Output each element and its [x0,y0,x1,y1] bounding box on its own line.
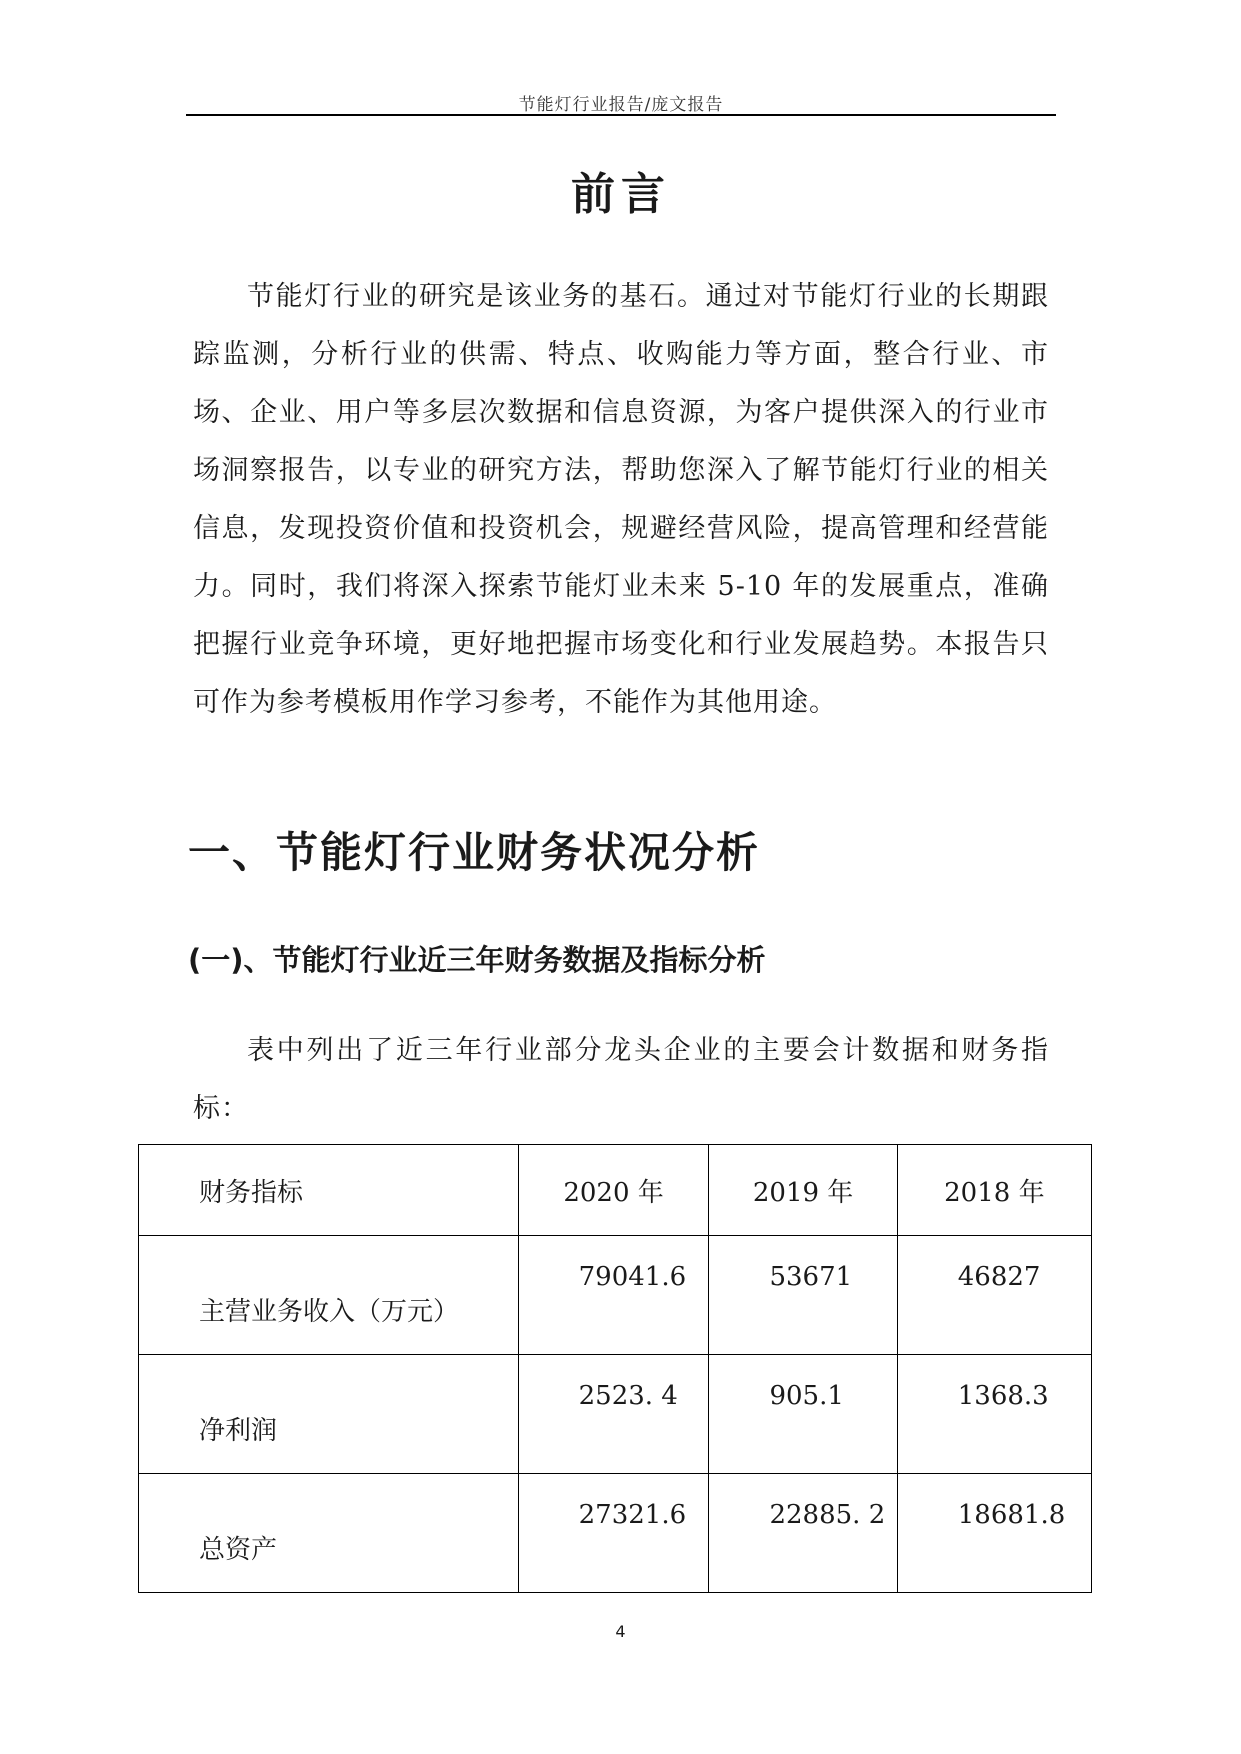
preface-paragraph: 节能灯行业的研究是该业务的基石。通过对节能灯行业的长期跟踪监测，分析行业的供需、特点、收购能力等方面，整合行业、市场、企业、用户等多层次数据和信息资源，为客户提供深入的行业市场洞察报告，以专业的研究方法，帮助您深入了解节能灯行业的相关信息，发现投资价值和投资机会，规避经营风险，提高管理和经营能力。同时，我们将深入探索节能灯业未来 5-10 年的发展重点，准确把握行业竞争环境，更好地把握市场变化和行业发展趋势。本报告只可作为参考模板用作学习参考，不能作为其他用途。 [193,281,1049,718]
cell-2020: 2523. 4 [518,1355,709,1474]
header-cell-2020: 2020 年 [518,1145,709,1236]
section-heading: 一、节能灯行业财务状况分析 [188,828,761,877]
table-intro-paragraph: 表中列出了近三年行业部分龙头企业的主要会计数据和财务指标： [193,1035,1049,1124]
cell-2019: 53671 [709,1236,897,1355]
cell-2018: 46827 [897,1236,1091,1355]
running-header: 节能灯行业报告/庞文报告 [518,95,724,115]
header-cell-2019: 2019 年 [709,1145,897,1236]
row-label: 净利润 [139,1355,519,1474]
cell-2019: 22885. 2 [709,1474,897,1593]
table-row [139,1355,1092,1474]
row-label: 总资产 [139,1474,519,1593]
table-row [139,1474,1092,1593]
cell-2018: 18681.8 [897,1474,1091,1593]
page-number: 4 [615,1622,626,1641]
header-divider [186,114,1056,116]
header-cell-indicator: 财务指标 [139,1145,519,1236]
cell-2020: 27321.6 [518,1474,709,1593]
table-row [139,1236,1092,1355]
financial-table [138,1144,1092,1593]
page-title: 前言 [571,169,671,220]
row-label: 主营业务收入（万元） [139,1236,519,1355]
cell-2019: 905.1 [709,1355,897,1474]
header-cell-2018: 2018 年 [897,1145,1091,1236]
cell-2020: 79041.6 [518,1236,709,1355]
table-header-row [139,1145,1092,1236]
subsection-heading: (一)、节能灯行业近三年财务数据及指标分析 [188,943,766,977]
cell-2018: 1368.3 [897,1355,1091,1474]
